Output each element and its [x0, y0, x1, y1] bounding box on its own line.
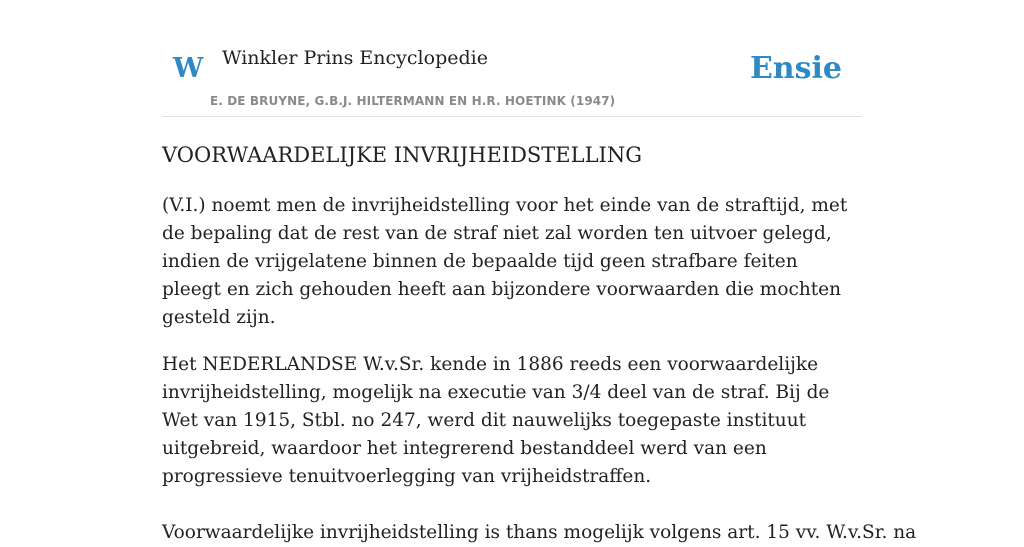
site-header — [162, 0, 862, 117]
logo-w-icon[interactable]: W — [173, 53, 204, 84]
authors-line: E. DE BRUYNE, G.B.J. HILTERMANN EN H.R. HOETINK (1947) — [210, 94, 616, 108]
ensie-brand-logo[interactable]: Ensie — [749, 51, 842, 86]
entry-title: VOORWAARDELIJKE INVRIJHEIDSTELLING — [162, 143, 642, 167]
paragraph-2: Het NEDERLANDSE W.v.Sr. kende in 1886 reeds een voorwaardelijke invrijheidstelling, mogelijk na executie van 3/4 deel van de straf. Bij de Wet van 1915, Stbl. no 247, werd dit nauwelijks toegepaste instituut uitgebreid, waardoor het integrerend bestanddeel werd van een progressieve tenuitvoerlegging van vrijheidstraffen. — [162, 354, 830, 487]
paragraph-1: (V.I.) noemt men de invrijheidstelling voor het einde van de straftijd, met de bepaling dat de rest van de straf niet zal worden ten uitvoer gelegd, indien de vrijgelatene binnen de bepaalde tijd geen strafbare feiten pleegt en zich gehouden heeft aan bijzondere voorwaarden die mochten gesteld zijn. — [162, 195, 848, 328]
article-content — [162, 138, 917, 547]
paragraph-3: Voorwaardelijke invrijheidstelling is thans mogelijk volgens art. 15 vv. W.v.Sr. na — [162, 522, 917, 543]
site-title[interactable]: Winkler Prins Encyclopedie — [222, 47, 488, 69]
